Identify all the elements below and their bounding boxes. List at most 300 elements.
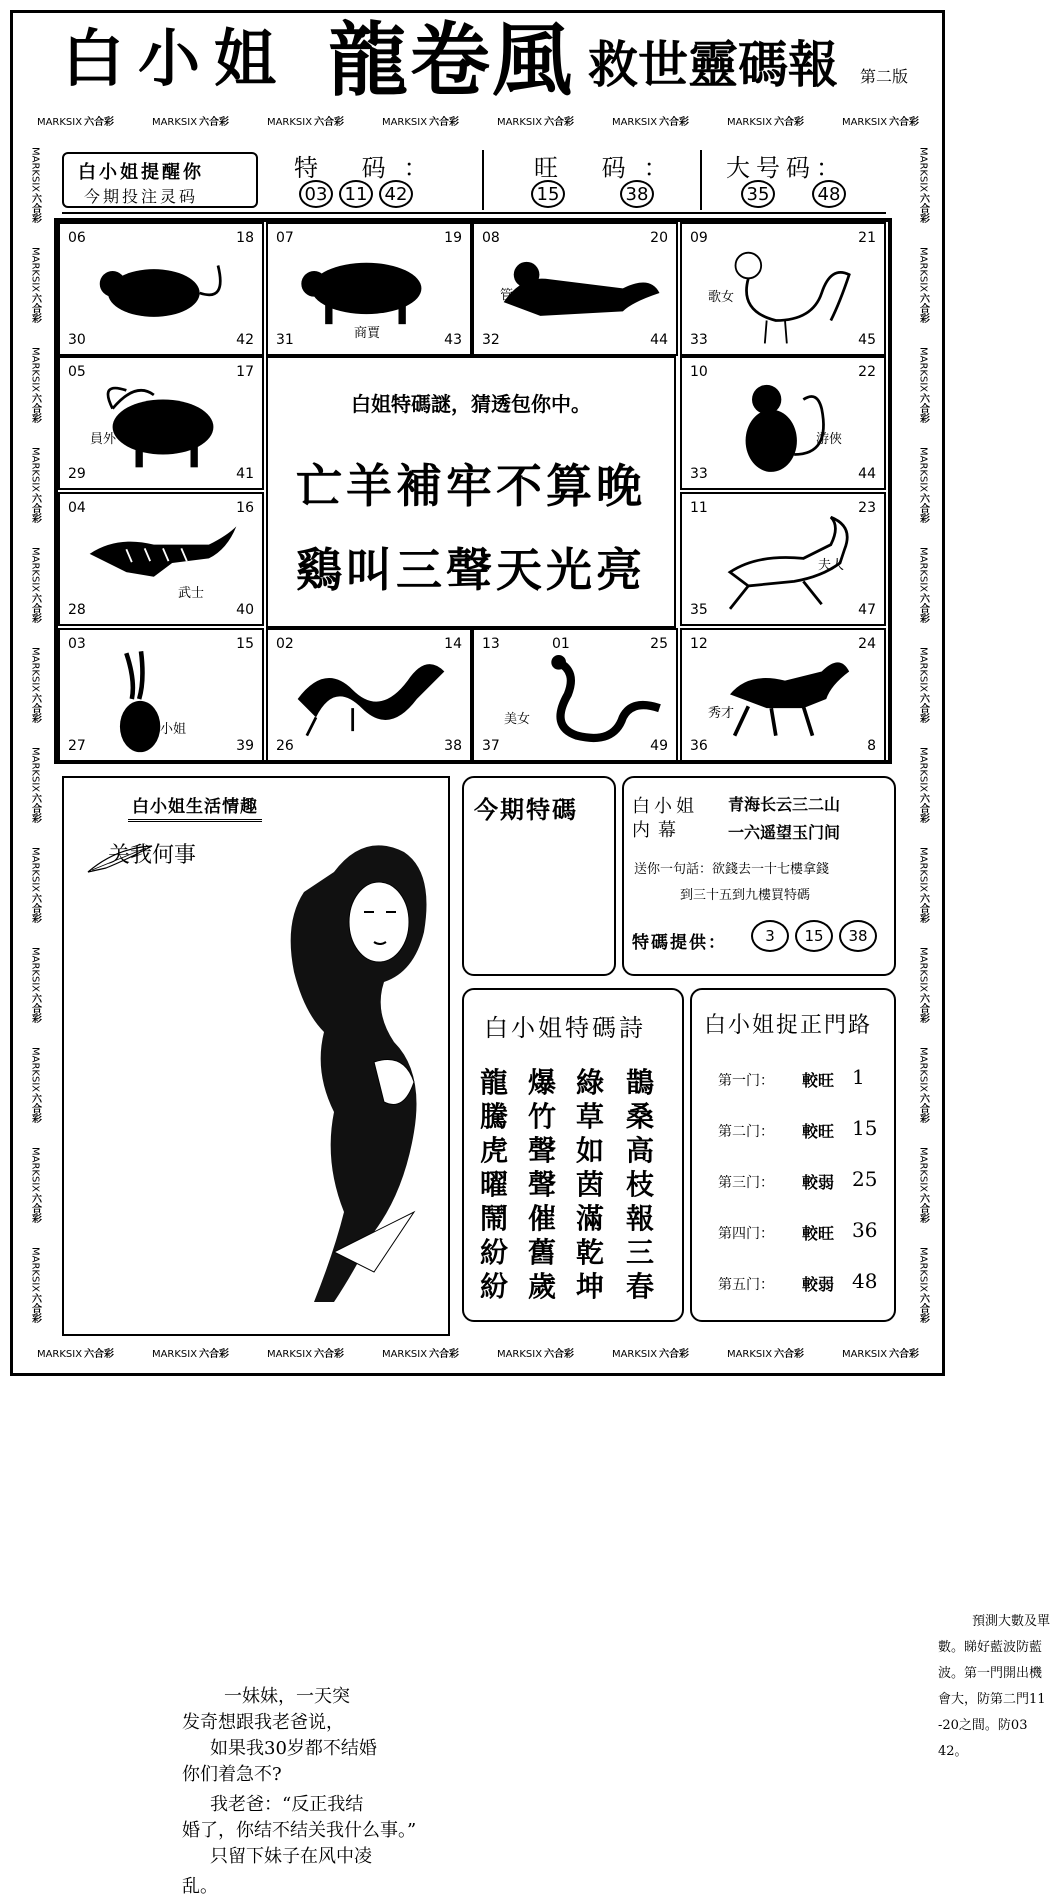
watermark-item (916, 247, 931, 322)
number-circle: 11 (339, 180, 373, 208)
watermark-logo: 六合彩 (774, 1348, 805, 1360)
watermark-logo: 六合彩 (29, 492, 41, 523)
poem-char: 草 (575, 1100, 604, 1133)
zodiac-label: 員外 (90, 432, 117, 447)
watermark-item (152, 113, 229, 128)
gate-verdict: 較旺 (802, 1122, 835, 1141)
zodiac-label: 游俠 (816, 432, 843, 447)
poem-char: 紛 (479, 1270, 508, 1303)
zodiac-label: 夫人 (818, 558, 845, 573)
feather-icon (86, 842, 156, 878)
poem-char: 紛 (479, 1236, 508, 1269)
watermark-text: MARKSIX (841, 1348, 888, 1360)
poem-char: 舊 (527, 1236, 556, 1269)
watermark-logo: 六合彩 (917, 892, 929, 923)
tiger-icon (68, 508, 258, 618)
watermark-logo: 六合彩 (429, 1348, 460, 1360)
zodiac-number: 40 (236, 602, 254, 618)
watermark-text: MARKSIX (611, 116, 658, 128)
zodiac-number: 30 (68, 332, 86, 348)
poem-char: 綠 (575, 1066, 604, 1099)
provide-label: 特碼提供： (632, 933, 727, 953)
poem-char: 龍 (479, 1066, 508, 1099)
watermark-text: MARKSIX (29, 347, 41, 393)
zodiac-label: 歌女 (708, 290, 735, 305)
watermark-text: MARKSIX (726, 116, 773, 128)
watermark-logo: 六合彩 (199, 1348, 230, 1360)
number-circle: 03 (299, 180, 333, 208)
watermark-item (37, 113, 114, 128)
story-line: 一妹妹，一天突 (224, 1686, 350, 1707)
watermark-col-left (24, 135, 46, 1335)
watermark-text: MARKSIX (917, 1247, 929, 1293)
watermark-text: MARKSIX (266, 116, 313, 128)
zodiac-number: 8 (867, 738, 876, 754)
watermark-item (152, 1345, 229, 1360)
zodiac-number: 23 (858, 500, 876, 516)
zodiac-cell (266, 222, 472, 356)
watermark-logo: 六合彩 (917, 692, 929, 723)
gate-number: 36 (852, 1218, 878, 1242)
watermark-item (916, 347, 931, 422)
watermark-text: MARKSIX (36, 116, 83, 128)
poem-char: 竹 (527, 1100, 556, 1133)
watermark-text: MARKSIX (29, 547, 41, 593)
watermark-text: MARKSIX (917, 347, 929, 393)
gates-title: 白小姐捉正門路 (704, 1013, 873, 1038)
watermark-item (612, 113, 689, 128)
watermark-item (497, 113, 574, 128)
watermark-item (916, 947, 931, 1022)
story-line: 只留下妹子在风中凌 (210, 1846, 372, 1867)
watermark-item (28, 147, 43, 222)
watermark-logo: 六合彩 (917, 292, 929, 323)
watermark-item (28, 1247, 43, 1322)
gate-name: 第四门： (718, 1226, 774, 1242)
zodiac-number: 18 (236, 230, 254, 246)
zodiac-cell (680, 492, 886, 626)
gate-verdict: 較旺 (802, 1071, 835, 1090)
watermark-item (28, 947, 43, 1022)
watermark-item (916, 447, 931, 522)
gate-number: 1 (852, 1065, 865, 1089)
zodiac-number: 17 (236, 364, 254, 380)
riddle-line2: 鷄叫三聲天光亮 (296, 543, 646, 597)
poem-char: 乾 (575, 1236, 604, 1269)
watermark-item (916, 1247, 931, 1322)
watermark-text: MARKSIX (496, 1348, 543, 1360)
riddle-box (266, 356, 676, 628)
zodiac-number: 42 (236, 332, 254, 348)
watermark-logo: 六合彩 (917, 492, 929, 523)
watermark-item (28, 247, 43, 322)
poem-char: 如 (575, 1134, 604, 1167)
number-circle: 35 (741, 180, 775, 208)
gate-row (718, 1116, 878, 1141)
big-numbers (738, 180, 849, 208)
poem-char: 聲 (527, 1134, 556, 1167)
number-circle: 38 (620, 180, 654, 208)
poem-char: 爆 (527, 1066, 556, 1099)
zodiac-number: 45 (858, 332, 876, 348)
poem-char: 聲 (527, 1168, 556, 1201)
header-main-title: 龍卷風 (328, 13, 574, 107)
story-line: 婚了，你结不结关我什么事。” (182, 1820, 417, 1841)
number-circle: 15 (531, 180, 565, 208)
zodiac-number: 44 (858, 466, 876, 482)
gate-name: 第三门： (718, 1175, 774, 1191)
zodiac-number: 05 (68, 364, 86, 380)
watermark-text: MARKSIX (29, 847, 41, 893)
zodiac-number: 13 (482, 636, 500, 652)
watermark-text: MARKSIX (381, 1348, 428, 1360)
watermark-text: MARKSIX (917, 447, 929, 493)
poem-char: 三 (625, 1236, 654, 1269)
zodiac-cell (58, 356, 264, 490)
this-period-line: 波。第一門開出機 (938, 1666, 1043, 1681)
watermark-text: MARKSIX (29, 647, 41, 693)
number-circle: 38 (839, 920, 877, 952)
watermark-logo: 六合彩 (29, 392, 41, 423)
zodiac-number: 24 (858, 636, 876, 652)
header-edition: 第二版 (860, 67, 909, 86)
code-bar-underline (62, 212, 886, 214)
watermark-logo: 六合彩 (29, 1092, 41, 1123)
poem-char: 鬧 (479, 1202, 508, 1235)
watermark-logo: 六合彩 (199, 116, 230, 128)
watermark-logo: 六合彩 (889, 116, 920, 128)
zodiac-number: 06 (68, 230, 86, 246)
watermark-text: MARKSIX (917, 547, 929, 593)
watermark-item (727, 113, 804, 128)
snake-icon (482, 644, 672, 754)
inside-phrase-line1: 送你一句話：欲錢去一十七樓拿錢 (634, 862, 830, 877)
watermark-item (916, 647, 931, 722)
watermark-text: MARKSIX (266, 1348, 313, 1360)
zodiac-number: 29 (68, 466, 86, 482)
watermark-item (916, 1147, 931, 1222)
header-name: 白小姐 (62, 22, 291, 95)
zodiac-label: 商賈 (354, 326, 381, 341)
watermark-text: MARKSIX (496, 116, 543, 128)
watermark-text: MARKSIX (29, 447, 41, 493)
poem-char: 報 (625, 1202, 654, 1235)
watermark-item (267, 113, 344, 128)
zodiac-number: 10 (690, 364, 708, 380)
watermark-logo: 六合彩 (917, 192, 929, 223)
code-bar (58, 148, 886, 214)
riddle-line1: 亡羊補牢不算晚 (296, 459, 646, 513)
inside-label-line2: 内幕 (632, 820, 684, 841)
zodiac-number: 44 (650, 332, 668, 348)
watermark-logo: 六合彩 (917, 1192, 929, 1223)
zodiac-number: 41 (236, 466, 254, 482)
zodiac-cell (58, 492, 264, 626)
special-label: 特 码： (294, 154, 446, 182)
gate-number: 15 (852, 1116, 878, 1140)
gate-row (718, 1167, 878, 1192)
this-period-line: 會大，防第二門11 (938, 1692, 1046, 1707)
poem-column (574, 1066, 606, 1304)
zodiac-number: 03 (68, 636, 86, 652)
this-period-line: 42。 (938, 1744, 968, 1759)
poem-char: 滿 (575, 1202, 604, 1235)
watermark-text: MARKSIX (917, 1047, 929, 1093)
watermark-item (28, 447, 43, 522)
zodiac-number: 09 (690, 230, 708, 246)
zodiac-number: 31 (276, 332, 294, 348)
poem-char: 坤 (575, 1270, 604, 1303)
poem-column (478, 1066, 510, 1304)
zodiac-number: 11 (690, 500, 708, 516)
dragon-icon (276, 644, 466, 754)
zodiac-cell (58, 628, 264, 762)
woman-photo (274, 832, 454, 1332)
zodiac-number: 37 (482, 738, 500, 754)
watermark-item (916, 147, 931, 222)
watermark-logo: 六合彩 (84, 116, 115, 128)
zodiac-number: 15 (236, 636, 254, 652)
gate-row (718, 1269, 878, 1294)
watermark-text: MARKSIX (29, 247, 41, 293)
gate-row (718, 1218, 878, 1243)
watermark-logo: 六合彩 (917, 792, 929, 823)
watermark-item (28, 1047, 43, 1122)
hot-numbers (528, 180, 657, 208)
number-circle: 15 (795, 920, 833, 952)
watermark-logo: 六合彩 (29, 792, 41, 823)
special-numbers (296, 180, 416, 208)
watermark-item (28, 547, 43, 622)
zodiac-number: 16 (236, 500, 254, 516)
story-line: 发奇想跟我老爸说， (182, 1712, 344, 1733)
zodiac-number: 01 (552, 636, 570, 652)
number-circle: 3 (751, 920, 789, 952)
zodiac-label: 美女 (504, 712, 531, 727)
watermark-logo: 六合彩 (429, 116, 460, 128)
watermark-logo: 六合彩 (917, 592, 929, 623)
zodiac-cell (472, 222, 678, 356)
zodiac-number: 49 (650, 738, 668, 754)
divider-1 (482, 150, 484, 210)
number-circle: 42 (379, 180, 413, 208)
zodiac-label: 小姐 (160, 722, 187, 737)
watermark-logo: 六合彩 (917, 1092, 929, 1123)
zodiac-number: 33 (690, 466, 708, 482)
watermark-text: MARKSIX (381, 116, 428, 128)
watermark-text: MARKSIX (917, 147, 929, 193)
gate-verdict: 較旺 (802, 1224, 835, 1243)
story-line: 乱。 (182, 1876, 218, 1897)
zodiac-number: 43 (444, 332, 462, 348)
poem-char: 鵲 (625, 1066, 654, 1099)
watermark-text: MARKSIX (917, 1147, 929, 1193)
zodiac-cell (266, 628, 472, 762)
zodiac-number: 04 (68, 500, 86, 516)
zodiac-number: 07 (276, 230, 294, 246)
watermark-text: MARKSIX (29, 1247, 41, 1293)
watermark-text: MARKSIX (29, 947, 41, 993)
goat-icon (690, 508, 880, 618)
poem-char: 曜 (479, 1168, 508, 1201)
watermark-row-top (18, 110, 938, 130)
watermark-logo: 六合彩 (917, 992, 929, 1023)
number-circle: 48 (812, 180, 846, 208)
hot-label: 旺 码： (534, 154, 686, 182)
zodiac-number: 12 (690, 636, 708, 652)
zodiac-cell (472, 628, 678, 762)
gate-name: 第二门： (718, 1124, 774, 1140)
zodiac-number: 02 (276, 636, 294, 652)
watermark-logo: 六合彩 (659, 116, 690, 128)
watermark-item (28, 747, 43, 822)
story-line: 如果我30岁都不结婚 (210, 1738, 377, 1759)
watermark-text: MARKSIX (29, 147, 41, 193)
watermark-logo: 六合彩 (544, 116, 575, 128)
story-title: 关我何事 (108, 843, 197, 868)
watermark-logo: 六合彩 (544, 1348, 575, 1360)
watermark-logo: 六合彩 (29, 292, 41, 323)
zodiac-label: 管家 (500, 288, 527, 303)
watermark-col-right (912, 135, 934, 1335)
watermark-item (382, 1345, 459, 1360)
zodiac-label: 武士 (178, 586, 205, 601)
watermark-logo: 六合彩 (917, 1292, 929, 1323)
watermark-logo: 六合彩 (84, 1348, 115, 1360)
poem-char: 歲 (527, 1270, 556, 1303)
watermark-item (497, 1345, 574, 1360)
watermark-logo: 六合彩 (917, 392, 929, 423)
gate-number: 25 (852, 1167, 878, 1191)
zodiac-number: 35 (690, 602, 708, 618)
poem-char: 桑 (625, 1100, 654, 1133)
ox-icon (68, 372, 258, 482)
this-period-title: 今期特碼 (474, 796, 578, 824)
reminder-line1: 白小姐提醒你 (78, 162, 204, 183)
watermark-item (916, 847, 931, 922)
watermark-item (28, 847, 43, 922)
reminder-box (62, 152, 258, 208)
zodiac-number: 33 (690, 332, 708, 348)
header-subtitle: 救世靈碼報 (588, 36, 838, 94)
watermark-item (842, 113, 919, 128)
watermark-item (612, 1345, 689, 1360)
life-section-title: 白小姐生活情趣 (128, 790, 262, 822)
gate-verdict: 較弱 (802, 1275, 835, 1294)
watermark-text: MARKSIX (29, 747, 41, 793)
watermark-logo: 六合彩 (29, 692, 41, 723)
watermark-logo: 六合彩 (29, 892, 41, 923)
watermark-item (267, 1345, 344, 1360)
watermark-text: MARKSIX (151, 116, 198, 128)
watermark-logo: 六合彩 (314, 1348, 345, 1360)
zodiac-number: 20 (650, 230, 668, 246)
this-period-line: 預測大數及單 (972, 1614, 1050, 1629)
rabbit-icon (68, 644, 258, 754)
gate-verdict: 較弱 (802, 1173, 835, 1192)
this-period-line: -20之間。防03 (938, 1718, 1028, 1733)
watermark-text: MARKSIX (36, 1348, 83, 1360)
watermark-item (916, 547, 931, 622)
inside-phrase-line2: 到三十五到九樓買特碼 (680, 888, 811, 903)
watermark-text: MARKSIX (917, 247, 929, 293)
riddle-title: 白姐特碼謎，猜透包你中。 (351, 392, 591, 416)
watermark-text: MARKSIX (917, 947, 929, 993)
watermark-logo: 六合彩 (774, 116, 805, 128)
zodiac-number: 39 (236, 738, 254, 754)
horse-icon (690, 644, 880, 754)
inside-line1: 青海长云三二山 (728, 795, 841, 814)
watermark-item (28, 1147, 43, 1222)
zodiac-number: 14 (444, 636, 462, 652)
zodiac-cell (58, 222, 264, 356)
zodiac-cell (680, 222, 886, 356)
zodiac-number: 26 (276, 738, 294, 754)
watermark-logo: 六合彩 (314, 116, 345, 128)
watermark-logo: 六合彩 (659, 1348, 690, 1360)
zodiac-number: 36 (690, 738, 708, 754)
watermark-item (727, 1345, 804, 1360)
watermark-item (28, 347, 43, 422)
provide-numbers (748, 920, 880, 952)
watermark-logo: 六合彩 (29, 192, 41, 223)
zodiac-number: 19 (444, 230, 462, 246)
poem-column (624, 1066, 656, 1304)
watermark-logo: 六合彩 (29, 992, 41, 1023)
zodiac-number: 25 (650, 636, 668, 652)
zodiac-cell (680, 356, 886, 490)
inside-label-line1: 白小姐 (632, 796, 698, 817)
zodiac-number: 38 (444, 738, 462, 754)
watermark-item (28, 647, 43, 722)
zodiac-label: 秀才 (708, 706, 735, 721)
story-line: 你们着急不? (182, 1764, 282, 1785)
watermark-text: MARKSIX (726, 1348, 773, 1360)
watermark-item (916, 747, 931, 822)
zodiac-number: 32 (482, 332, 500, 348)
poem-char: 春 (625, 1270, 654, 1303)
zodiac-number: 47 (858, 602, 876, 618)
watermark-text: MARKSIX (917, 647, 929, 693)
poem-char: 枝 (625, 1168, 654, 1201)
watermark-item (842, 1345, 919, 1360)
watermark-logo: 六合彩 (29, 592, 41, 623)
watermark-text: MARKSIX (151, 1348, 198, 1360)
watermark-text: MARKSIX (841, 116, 888, 128)
gate-row (718, 1065, 865, 1090)
zodiac-number: 21 (858, 230, 876, 246)
watermark-item (37, 1345, 114, 1360)
watermark-text: MARKSIX (917, 847, 929, 893)
watermark-logo: 六合彩 (889, 1348, 920, 1360)
poem-column (526, 1066, 558, 1304)
zodiac-number: 22 (858, 364, 876, 380)
inside-line2: 一六遥望玉门间 (728, 823, 841, 842)
poem-title: 白小姐特碼詩 (484, 1014, 646, 1042)
poem-char: 茵 (575, 1168, 604, 1201)
poem-char: 虎 (479, 1134, 508, 1167)
poem-char: 催 (527, 1202, 556, 1235)
watermark-item (916, 1047, 931, 1122)
watermark-row-bottom (18, 1342, 938, 1362)
gate-number: 48 (852, 1269, 878, 1293)
poem-char: 高 (625, 1134, 654, 1167)
zodiac-number: 08 (482, 230, 500, 246)
inside-box (622, 776, 896, 976)
watermark-text: MARKSIX (917, 747, 929, 793)
divider-2 (700, 150, 702, 210)
watermark-text: MARKSIX (29, 1147, 41, 1193)
